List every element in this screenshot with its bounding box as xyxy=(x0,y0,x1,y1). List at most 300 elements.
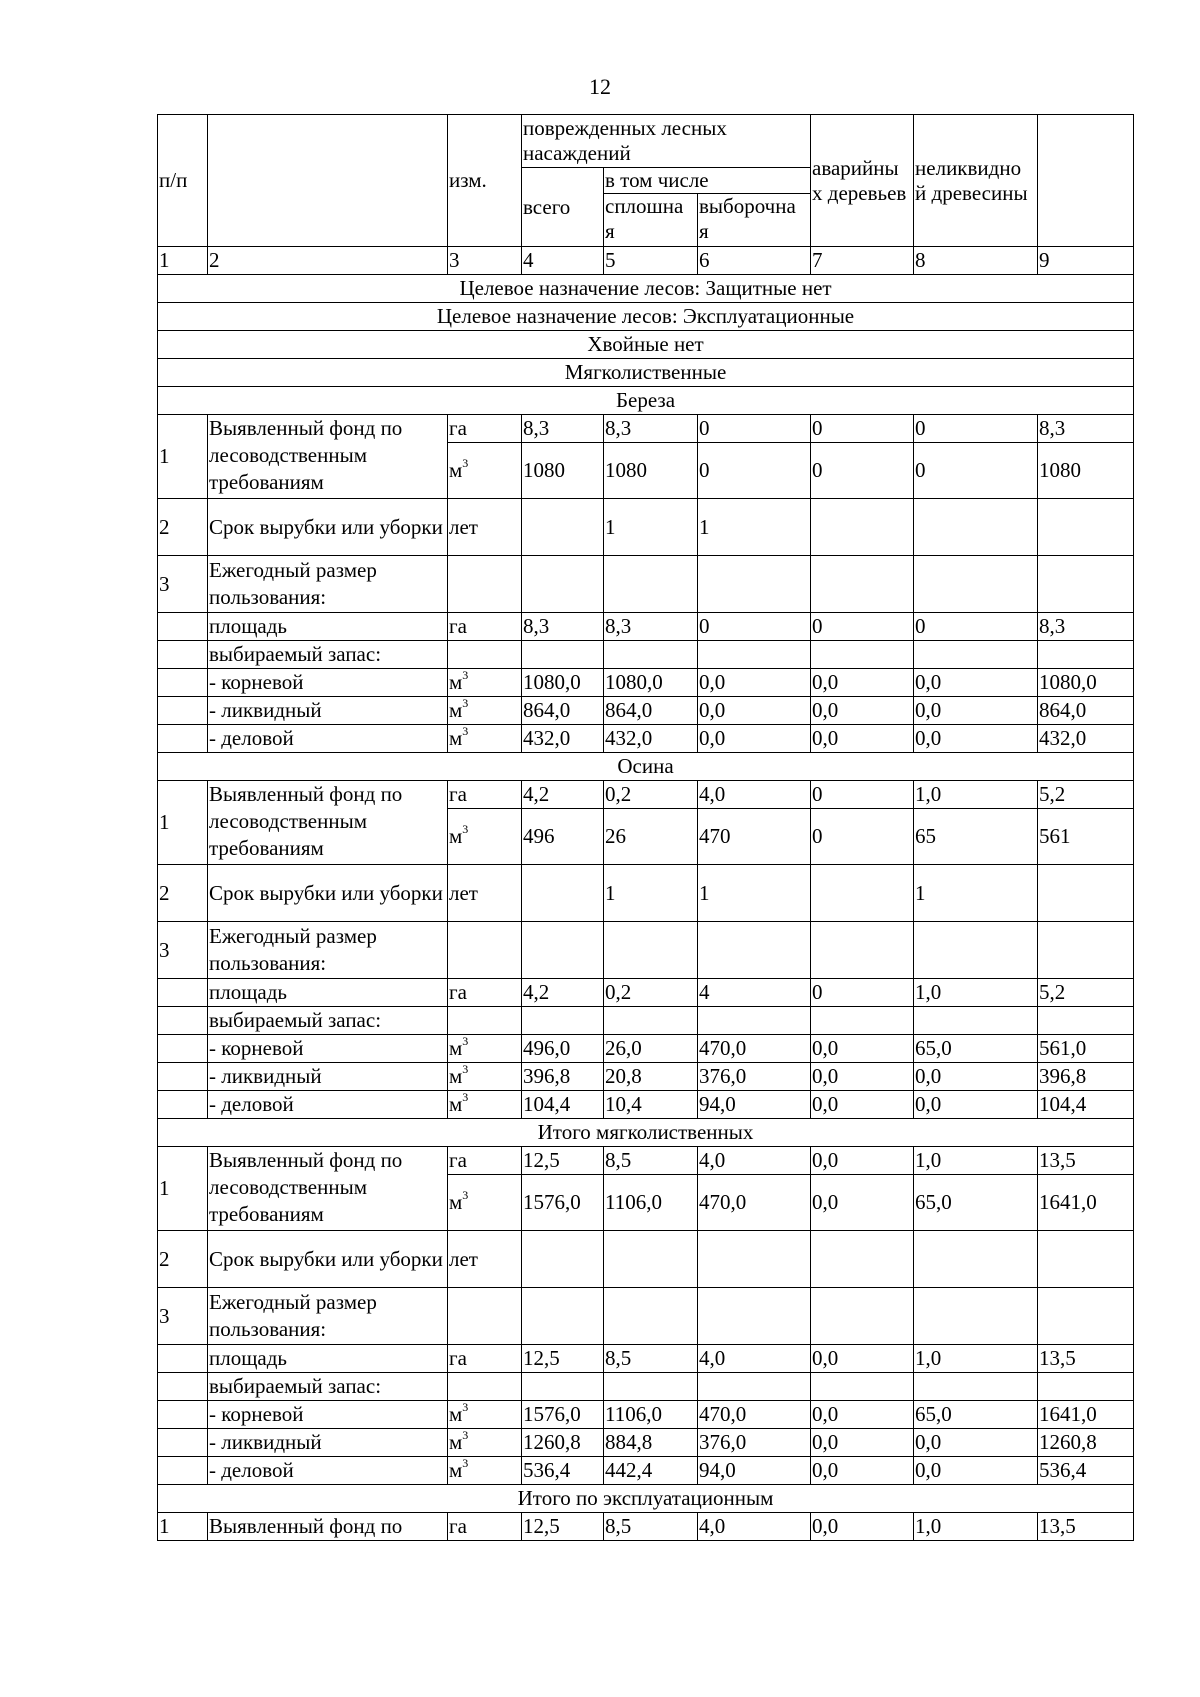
unit-m3 xyxy=(448,1035,522,1063)
value-cell xyxy=(1038,1231,1134,1288)
root-label: - корневой xyxy=(208,1035,448,1063)
table-row xyxy=(158,1345,1134,1373)
section-row xyxy=(158,1119,1134,1147)
empty-cell xyxy=(158,641,208,669)
value-cell: 1 xyxy=(698,865,811,922)
value-cell: 0,0 xyxy=(811,1035,914,1063)
empty-cell xyxy=(158,697,208,725)
unit-m: м xyxy=(449,698,463,722)
value-cell: 376,0 xyxy=(698,1063,811,1091)
value-cell xyxy=(914,499,1038,556)
value-cell: 0,0 xyxy=(698,725,811,753)
unit-cube: 3 xyxy=(462,1034,469,1048)
value-cell: 65,0 xyxy=(914,1175,1038,1231)
unit-m: м xyxy=(449,1458,463,1482)
empty-cell xyxy=(1038,922,1134,979)
page-number: 12 xyxy=(589,74,611,99)
table-row xyxy=(158,415,1134,443)
section-title: Осина xyxy=(158,753,1134,781)
value-cell xyxy=(811,499,914,556)
liquid-label: - ликвидный xyxy=(208,1063,448,1091)
empty-cell xyxy=(158,1007,208,1035)
annual-label: Ежегодный размер пользования: xyxy=(208,922,448,979)
value-cell: 1260,8 xyxy=(522,1429,604,1457)
empty-cell xyxy=(604,1007,698,1035)
value-cell: 0,0 xyxy=(811,725,914,753)
value-cell: 12,5 xyxy=(522,1513,604,1541)
header-emergency: аварийны х деревьев xyxy=(811,115,914,247)
value-cell: 0,0 xyxy=(811,1429,914,1457)
unit-m3 xyxy=(448,1429,522,1457)
section-title: Целевое назначение лесов: Эксплуатационные xyxy=(158,303,1134,331)
empty-cell xyxy=(811,922,914,979)
value-cell: 1,0 xyxy=(914,1513,1038,1541)
value-cell: 536,4 xyxy=(1038,1457,1134,1485)
value-cell: 864,0 xyxy=(1038,697,1134,725)
value-cell: 470,0 xyxy=(698,1401,811,1429)
value-cell: 0,0 xyxy=(811,1513,914,1541)
row-number: 3 xyxy=(158,556,208,613)
row-number: 2 xyxy=(158,865,208,922)
empty-cell xyxy=(448,1288,522,1345)
liquid-label: - ликвидный xyxy=(208,1429,448,1457)
value-cell: 8,3 xyxy=(604,613,698,641)
value-cell: 5,2 xyxy=(1038,781,1134,809)
value-cell: 1576,0 xyxy=(522,1175,604,1231)
section-title: Береза xyxy=(158,387,1134,415)
value-cell: 4,2 xyxy=(522,979,604,1007)
unit-cube: 3 xyxy=(462,668,469,682)
value-cell: 1 xyxy=(698,499,811,556)
row-number: 3 xyxy=(158,1288,208,1345)
section-row xyxy=(158,753,1134,781)
value-cell: 0 xyxy=(698,443,811,499)
column-number: 7 xyxy=(811,247,914,275)
value-cell: 0,0 xyxy=(811,1147,914,1175)
header-incl: в том числе xyxy=(604,168,811,194)
empty-cell xyxy=(448,1373,522,1401)
header-solid: сплошна я xyxy=(604,194,698,247)
empty-cell xyxy=(158,1035,208,1063)
empty-cell xyxy=(914,556,1038,613)
value-cell xyxy=(1038,865,1134,922)
value-cell: 0,0 xyxy=(811,1091,914,1119)
value-cell: 4,0 xyxy=(698,1345,811,1373)
value-cell xyxy=(811,865,914,922)
table-row xyxy=(158,1035,1134,1063)
value-cell: 1641,0 xyxy=(1038,1401,1134,1429)
header-total-col xyxy=(1038,115,1134,247)
unit-m: м xyxy=(449,458,463,482)
value-cell: 1,0 xyxy=(914,1147,1038,1175)
table-row xyxy=(158,613,1134,641)
empty-cell xyxy=(158,669,208,697)
value-cell xyxy=(914,1231,1038,1288)
value-cell: 0,0 xyxy=(914,1457,1038,1485)
section-title: Итого по эксплуатационным xyxy=(158,1485,1134,1513)
value-cell: 1576,0 xyxy=(522,1401,604,1429)
empty-cell xyxy=(811,641,914,669)
empty-cell xyxy=(811,1007,914,1035)
value-cell: 0,0 xyxy=(811,669,914,697)
value-cell: 496 xyxy=(522,809,604,865)
value-cell: 0 xyxy=(811,781,914,809)
value-cell: 1080 xyxy=(522,443,604,499)
value-cell: 1,0 xyxy=(914,979,1038,1007)
table-row xyxy=(158,922,1134,979)
value-cell: 8,3 xyxy=(1038,415,1134,443)
value-cell: 470 xyxy=(698,809,811,865)
empty-cell xyxy=(522,641,604,669)
unit-ha: га xyxy=(448,415,522,443)
stock-label: выбираемый запас: xyxy=(208,641,448,669)
value-cell xyxy=(522,865,604,922)
fund-label: Выявленный фонд по xyxy=(208,1513,448,1541)
empty-cell xyxy=(914,1007,1038,1035)
section-row xyxy=(158,303,1134,331)
value-cell: 0 xyxy=(811,809,914,865)
value-cell: 20,8 xyxy=(604,1063,698,1091)
fund-label: Выявленный фонд по лесоводственным требованиям xyxy=(208,1147,448,1231)
value-cell: 864,0 xyxy=(604,697,698,725)
table-row xyxy=(158,1457,1134,1485)
empty-cell xyxy=(522,1373,604,1401)
empty-cell xyxy=(448,1007,522,1035)
value-cell: 65,0 xyxy=(914,1035,1038,1063)
stock-label: выбираемый запас: xyxy=(208,1373,448,1401)
value-cell: 26,0 xyxy=(604,1035,698,1063)
value-cell: 0 xyxy=(698,415,811,443)
empty-cell xyxy=(158,725,208,753)
annual-label: Ежегодный размер пользования: xyxy=(208,1288,448,1345)
row-number: 1 xyxy=(158,1513,208,1541)
value-cell: 0,0 xyxy=(811,1063,914,1091)
section-row xyxy=(158,331,1134,359)
unit-m3 xyxy=(448,809,522,865)
value-cell: 1,0 xyxy=(914,1345,1038,1373)
column-number: 6 xyxy=(698,247,811,275)
empty-cell xyxy=(698,641,811,669)
unit-m: м xyxy=(449,1064,463,1088)
unit-cube: 3 xyxy=(462,1062,469,1076)
value-cell: 0,0 xyxy=(914,1429,1038,1457)
term-label: Срок вырубки или уборки xyxy=(208,865,448,922)
row-number: 2 xyxy=(158,1231,208,1288)
empty-cell xyxy=(698,1288,811,1345)
unit-m3 xyxy=(448,1401,522,1429)
column-number: 2 xyxy=(208,247,448,275)
value-cell: 0,2 xyxy=(604,781,698,809)
value-cell: 432,0 xyxy=(1038,725,1134,753)
empty-cell xyxy=(604,922,698,979)
unit-cube: 3 xyxy=(462,1456,469,1470)
empty-cell xyxy=(158,1373,208,1401)
value-cell: 0 xyxy=(914,443,1038,499)
unit-years: лет xyxy=(448,865,522,922)
empty-cell xyxy=(914,922,1038,979)
value-cell: 65,0 xyxy=(914,1401,1038,1429)
value-cell: 470,0 xyxy=(698,1175,811,1231)
unit-m3 xyxy=(448,1175,522,1231)
value-cell: 396,8 xyxy=(522,1063,604,1091)
value-cell: 0 xyxy=(914,613,1038,641)
value-cell: 561,0 xyxy=(1038,1035,1134,1063)
value-cell: 4,0 xyxy=(698,1147,811,1175)
empty-cell xyxy=(1038,1007,1134,1035)
header-name xyxy=(208,115,448,247)
unit-m3 xyxy=(448,697,522,725)
table-row xyxy=(158,725,1134,753)
section-title: Итого мягколиственных xyxy=(158,1119,1134,1147)
value-cell: 8,5 xyxy=(604,1345,698,1373)
area-label: площадь xyxy=(208,979,448,1007)
header-unit: изм. xyxy=(448,115,522,247)
value-cell: 884,8 xyxy=(604,1429,698,1457)
value-cell: 1106,0 xyxy=(604,1401,698,1429)
area-label: площадь xyxy=(208,613,448,641)
value-cell: 12,5 xyxy=(522,1147,604,1175)
value-cell: 8,3 xyxy=(522,415,604,443)
unit-years: лет xyxy=(448,1231,522,1288)
value-cell: 0,0 xyxy=(698,697,811,725)
section-row xyxy=(158,387,1134,415)
value-cell: 1,0 xyxy=(914,781,1038,809)
empty-cell xyxy=(811,556,914,613)
row-number: 3 xyxy=(158,922,208,979)
table-row xyxy=(158,499,1134,556)
unit-m: м xyxy=(449,1190,463,1214)
value-cell: 0 xyxy=(914,415,1038,443)
value-cell: 1641,0 xyxy=(1038,1175,1134,1231)
value-cell: 0,0 xyxy=(811,697,914,725)
empty-cell xyxy=(811,1373,914,1401)
business-label: - деловой xyxy=(208,1091,448,1119)
unit-m: м xyxy=(449,1092,463,1116)
header-total: всего xyxy=(522,168,604,247)
header-damaged: поврежденных лесных насаждений xyxy=(522,115,811,168)
row-number: 1 xyxy=(158,415,208,499)
liquid-label: - ликвидный xyxy=(208,697,448,725)
business-label: - деловой xyxy=(208,725,448,753)
section-title: Целевое назначение лесов: Защитные нет xyxy=(158,275,1134,303)
value-cell: 1080 xyxy=(604,443,698,499)
unit-m: м xyxy=(449,1402,463,1426)
value-cell: 864,0 xyxy=(522,697,604,725)
empty-cell xyxy=(522,1007,604,1035)
value-cell: 536,4 xyxy=(522,1457,604,1485)
value-cell: 26 xyxy=(604,809,698,865)
table-row xyxy=(158,556,1134,613)
unit-m3 xyxy=(448,1091,522,1119)
table-row xyxy=(158,1288,1134,1345)
row-number: 2 xyxy=(158,499,208,556)
column-number: 8 xyxy=(914,247,1038,275)
value-cell: 4,0 xyxy=(698,781,811,809)
value-cell: 496,0 xyxy=(522,1035,604,1063)
table-row xyxy=(158,641,1134,669)
value-cell: 0,0 xyxy=(811,1457,914,1485)
unit-m: м xyxy=(449,824,463,848)
value-cell: 0,0 xyxy=(914,1091,1038,1119)
value-cell: 1260,8 xyxy=(1038,1429,1134,1457)
empty-cell xyxy=(522,1288,604,1345)
column-number: 3 xyxy=(448,247,522,275)
value-cell: 0,0 xyxy=(914,1063,1038,1091)
empty-cell xyxy=(1038,641,1134,669)
empty-cell xyxy=(604,1373,698,1401)
empty-cell xyxy=(158,979,208,1007)
empty-cell xyxy=(1038,1373,1134,1401)
unit-cube: 3 xyxy=(462,1428,469,1442)
table-row xyxy=(158,669,1134,697)
unit-m: м xyxy=(449,670,463,694)
value-cell: 1080,0 xyxy=(604,669,698,697)
value-cell xyxy=(522,499,604,556)
value-cell: 1080,0 xyxy=(522,669,604,697)
value-cell: 1 xyxy=(604,865,698,922)
value-cell: 1106,0 xyxy=(604,1175,698,1231)
column-number: 4 xyxy=(522,247,604,275)
unit-ha: га xyxy=(448,781,522,809)
value-cell xyxy=(604,1231,698,1288)
table-row xyxy=(158,979,1134,1007)
empty-cell xyxy=(522,922,604,979)
header-selective: выборочна я xyxy=(698,194,811,247)
empty-cell xyxy=(698,922,811,979)
value-cell: 4,2 xyxy=(522,781,604,809)
empty-cell xyxy=(158,613,208,641)
column-number: 1 xyxy=(158,247,208,275)
section-title: Хвойные нет xyxy=(158,331,1134,359)
value-cell: 10,4 xyxy=(604,1091,698,1119)
value-cell: 8,3 xyxy=(1038,613,1134,641)
fund-label: Выявленный фонд по лесоводственным требованиям xyxy=(208,415,448,499)
empty-cell xyxy=(604,1288,698,1345)
value-cell: 13,5 xyxy=(1038,1147,1134,1175)
row-number: 1 xyxy=(158,781,208,865)
table-row xyxy=(158,865,1134,922)
value-cell: 13,5 xyxy=(1038,1513,1134,1541)
value-cell: 0 xyxy=(811,443,914,499)
unit-ha: га xyxy=(448,979,522,1007)
section-title: Мягколиственные xyxy=(158,359,1134,387)
empty-cell xyxy=(158,1063,208,1091)
unit-m3 xyxy=(448,725,522,753)
value-cell xyxy=(522,1231,604,1288)
table-row xyxy=(158,1429,1134,1457)
unit-m: м xyxy=(449,1036,463,1060)
header-illiquid: неликвидно й древесины xyxy=(914,115,1038,247)
unit-cube: 3 xyxy=(462,724,469,738)
header-num: п/п xyxy=(158,115,208,247)
value-cell: 1 xyxy=(604,499,698,556)
empty-cell xyxy=(604,641,698,669)
empty-cell xyxy=(158,1345,208,1373)
table-row xyxy=(158,1513,1134,1541)
empty-cell xyxy=(914,1373,1038,1401)
value-cell: 0,0 xyxy=(811,1175,914,1231)
value-cell: 8,3 xyxy=(604,415,698,443)
empty-cell xyxy=(604,556,698,613)
value-cell: 94,0 xyxy=(698,1091,811,1119)
unit-ha: га xyxy=(448,1513,522,1541)
value-cell: 12,5 xyxy=(522,1345,604,1373)
row-number: 1 xyxy=(158,1147,208,1231)
unit-cube: 3 xyxy=(462,1090,469,1104)
value-cell: 1080 xyxy=(1038,443,1134,499)
root-label: - корневой xyxy=(208,669,448,697)
column-numbers-row xyxy=(158,247,1134,275)
empty-cell xyxy=(914,641,1038,669)
empty-cell xyxy=(914,1288,1038,1345)
unit-m3 xyxy=(448,443,522,499)
stock-label: выбираемый запас: xyxy=(208,1007,448,1035)
table-row xyxy=(158,1373,1134,1401)
empty-cell xyxy=(448,556,522,613)
empty-cell xyxy=(158,1457,208,1485)
unit-m3 xyxy=(448,1457,522,1485)
fund-label: Выявленный фонд по лесоводственным требованиям xyxy=(208,781,448,865)
value-cell xyxy=(811,1231,914,1288)
value-cell: 4,0 xyxy=(698,1513,811,1541)
unit-m3 xyxy=(448,1063,522,1091)
value-cell: 1080,0 xyxy=(1038,669,1134,697)
value-cell: 0,0 xyxy=(811,1345,914,1373)
unit-cube: 3 xyxy=(462,822,469,836)
value-cell: 5,2 xyxy=(1038,979,1134,1007)
empty-cell xyxy=(158,1429,208,1457)
unit-cube: 3 xyxy=(462,456,469,470)
value-cell: 13,5 xyxy=(1038,1345,1134,1373)
value-cell: 65 xyxy=(914,809,1038,865)
value-cell: 0,0 xyxy=(698,669,811,697)
value-cell: 0,0 xyxy=(914,697,1038,725)
business-label: - деловой xyxy=(208,1457,448,1485)
table-row xyxy=(158,781,1134,809)
empty-cell xyxy=(158,1091,208,1119)
table-row xyxy=(158,1091,1134,1119)
empty-cell xyxy=(698,1007,811,1035)
section-row xyxy=(158,1485,1134,1513)
empty-cell xyxy=(1038,1288,1134,1345)
unit-ha: га xyxy=(448,613,522,641)
value-cell: 470,0 xyxy=(698,1035,811,1063)
header-row xyxy=(158,115,1134,141)
root-label: - корневой xyxy=(208,1401,448,1429)
unit-m: м xyxy=(449,726,463,750)
empty-cell xyxy=(522,556,604,613)
value-cell: 104,4 xyxy=(522,1091,604,1119)
empty-cell xyxy=(158,1401,208,1429)
value-cell xyxy=(1038,499,1134,556)
unit-cube: 3 xyxy=(462,696,469,710)
table-body xyxy=(158,115,1134,1541)
value-cell: 442,4 xyxy=(604,1457,698,1485)
value-cell: 0 xyxy=(811,415,914,443)
value-cell: 432,0 xyxy=(522,725,604,753)
value-cell: 8,5 xyxy=(604,1147,698,1175)
value-cell: 0 xyxy=(698,613,811,641)
table-row xyxy=(158,1231,1134,1288)
unit-m: м xyxy=(449,1430,463,1454)
value-cell xyxy=(698,1231,811,1288)
term-label: Срок вырубки или уборки xyxy=(208,499,448,556)
unit-years: лет xyxy=(448,499,522,556)
column-number: 9 xyxy=(1038,247,1134,275)
empty-cell xyxy=(448,641,522,669)
unit-cube: 3 xyxy=(462,1400,469,1414)
value-cell: 0,2 xyxy=(604,979,698,1007)
